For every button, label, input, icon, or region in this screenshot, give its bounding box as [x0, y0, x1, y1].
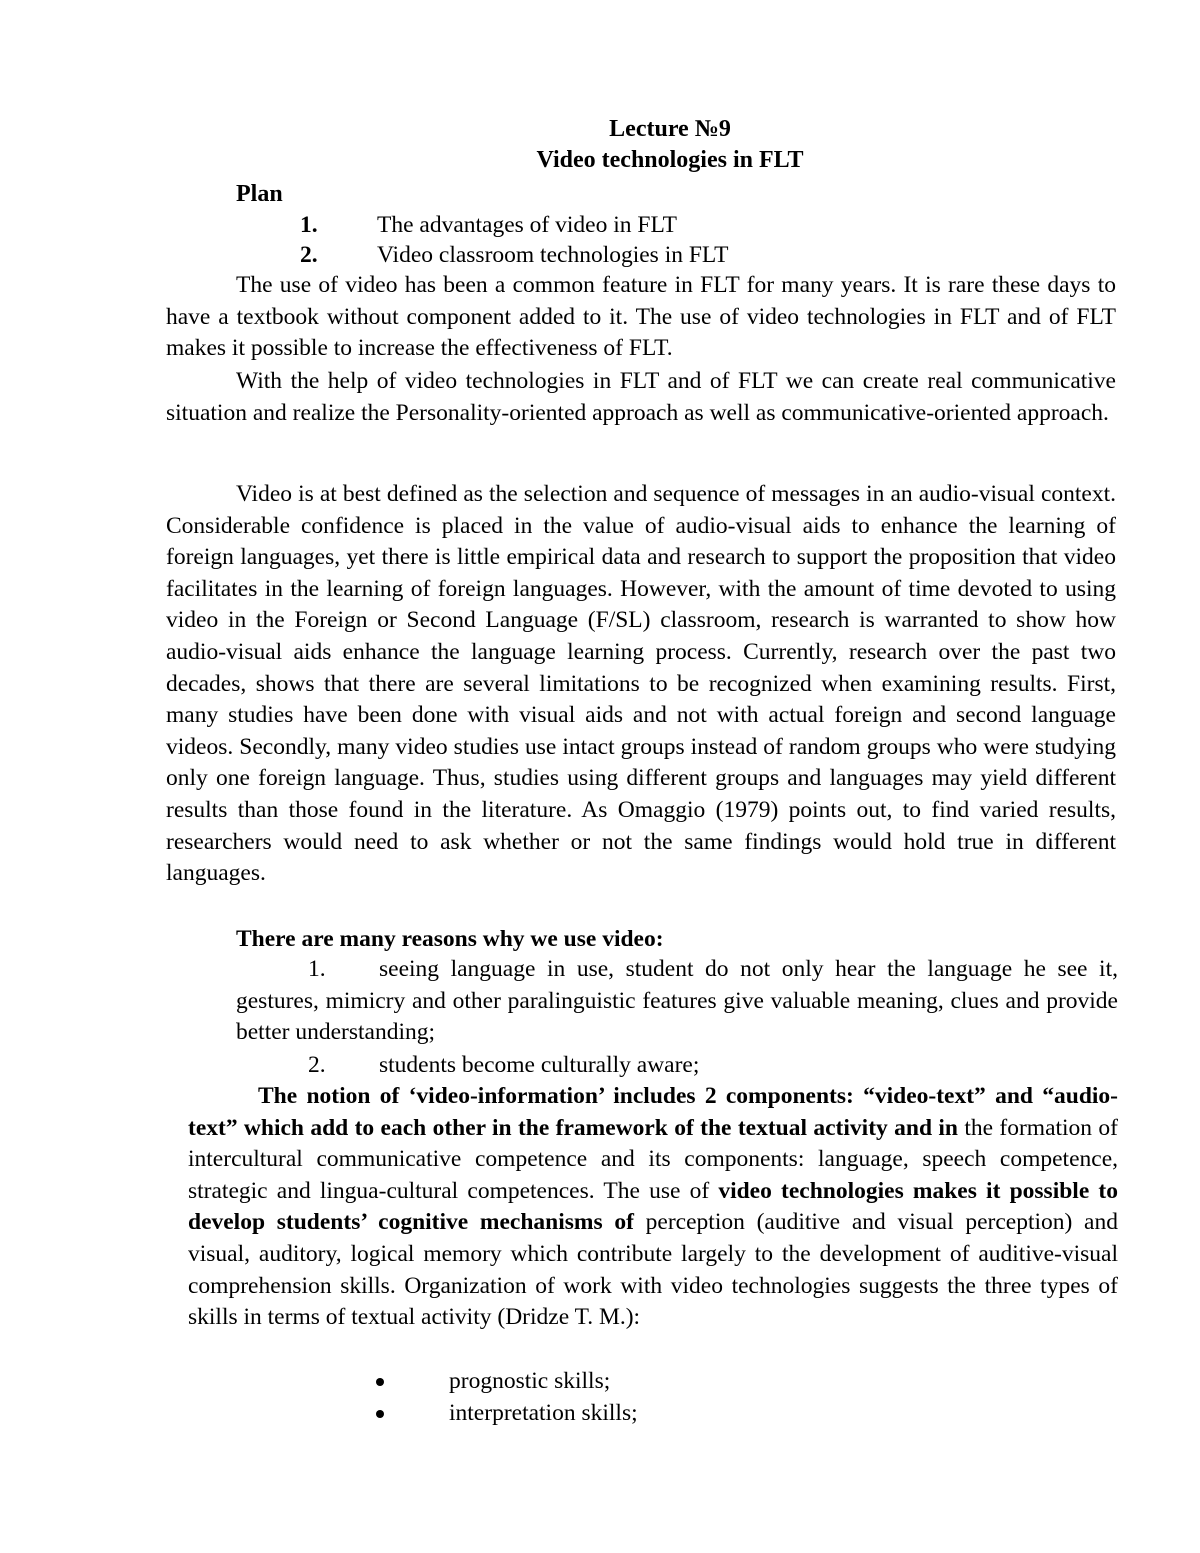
notion-text: the formation of intercultural communicative competence and its components: language, speech competence, strategic and lingua-cultural competences. The use of — [188, 1114, 1118, 1204]
paragraph-intro: The use of video has been a common feature in FLT for many years. It is rare these days to have a textbook without component added to it. The use of video technologies in FLT and of FLT makes it possible to increase the effectiveness of FLT. — [166, 272, 1116, 362]
paragraph-definition: Video is at best defined as the selection and sequence of messages in an audio-visual context. Considerable confidence is placed in the value of audio-visual aids to enhance the learning of foreign languages, yet there is little empirical data and research to support the proposition that video facilitates in the learning of foreign languages. However, with the amount of time devoted to using video in the Foreign or Second Language (F/SL) classroom, research is warranted to show how audio-visual aids enhance the language learning process. Currently, research over the past two decades, shows that there are several limitations to be recognized when examining results. First, many studies have been done with visual aids and not with actual foreign and second language videos. Secondly, many video studies use intact groups instead of random groups who were studying only one foreign language. Thus, studies using different groups and languages may yield different results than those found in the literature. As Omaggio (1979) points out, to find varied results, researchers would need to ask whether or not the same findings would hold true in different languages. — [166, 481, 1116, 887]
paragraph-help: With the help of video technologies in FLT and of FLT we can create real communicative situation and realize the Personality-oriented approach as well as communicative-oriented approach. — [166, 368, 1116, 426]
skill-text: interpretation skills; — [449, 1400, 638, 1426]
bullet-icon — [376, 1410, 384, 1418]
plan-item-text: The advantages of video in FLT — [377, 212, 677, 238]
reason-item-1 — [236, 954, 1118, 1049]
notion-text-2: perception (auditive and visual perception) and visual, auditory, logical memory which contribute largely to the development of auditive-visual comprehension skills. Organization of work with video technologies suggests the three types of skills in terms of textual activity (Dridze T. M.): — [188, 1209, 1118, 1331]
paragraph-notion — [188, 1081, 1118, 1334]
lecture-title: Video technologies in FLT — [536, 147, 804, 173]
reason-text: students become culturally aware; — [379, 1052, 700, 1078]
notion-bold-text: The notion of ‘video-information’ includes 2 components: “video-text” and “audio-text” which add to each other in the framework of the textual activity and in — [188, 1083, 1118, 1141]
reason-text: seeing language in use, student do not only hear the language he see it, gestures, mimicry and other paralinguistic features give valuable meaning, clues and provide better understanding; — [236, 956, 1118, 1046]
plan-heading: Plan — [236, 181, 283, 207]
reasons-heading: There are many reasons why we use video: — [236, 926, 664, 952]
bullet-icon — [376, 1378, 384, 1386]
notion-bold-text-2: video technologies makes it possible to develop students’ cognitive mechanisms of — [188, 1177, 1118, 1236]
reason-number: 2. — [308, 1052, 326, 1078]
lecture-number: Lecture №9 — [609, 116, 731, 142]
reason-number: 1. — [308, 956, 326, 982]
plan-item-number: 2. — [300, 242, 318, 268]
plan-item-number: 1. — [300, 212, 318, 238]
skill-text: prognostic skills; — [449, 1368, 611, 1394]
reason-item-2 — [236, 1050, 1118, 1082]
plan-item-text: Video classroom technologies in FLT — [377, 242, 729, 268]
